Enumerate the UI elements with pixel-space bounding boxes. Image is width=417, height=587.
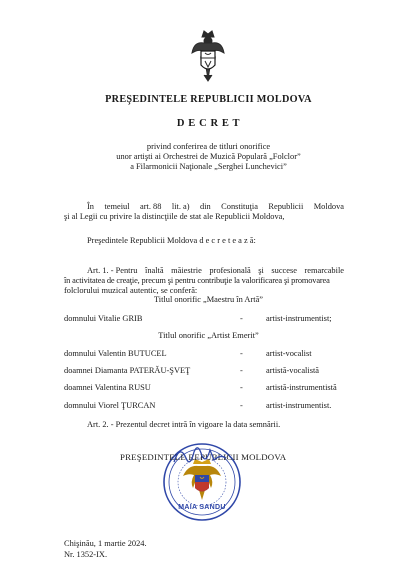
preamble-word: din xyxy=(200,202,211,211)
preamble-word: temeiul xyxy=(104,202,130,211)
preamble-word: art. 88 xyxy=(140,202,162,211)
article-1-word: şi xyxy=(258,266,264,275)
recipient-dash: - xyxy=(240,383,243,392)
article-1-word: înaltă xyxy=(145,266,164,275)
article-1-word: succese xyxy=(271,266,297,275)
recipient-role: artist-instrumentist. xyxy=(266,401,332,410)
article-1-line-2: în activitatea de creaţie, precum şi pentru contribuţie la valorificarea şi promovarea xyxy=(64,276,330,285)
recipient-name: domnului Valentin BUTUCEL xyxy=(64,349,167,358)
preamble-word: Republicii xyxy=(268,202,304,211)
preamble-line-2: şi al Legii cu privire la distincţiile de stat ale Republicii Moldova, xyxy=(64,212,285,221)
document-type-heading: D E C R E T xyxy=(176,118,241,129)
preamble-word: Constituţia xyxy=(221,202,258,211)
handwritten-signature xyxy=(170,440,230,470)
article-1-word: profesională xyxy=(209,266,251,275)
honorary-title-artist-emerit: Titlul onorific „Artist Emerit” xyxy=(158,331,259,340)
recipient-name: doamnei Valentina RUSU xyxy=(64,383,151,392)
honorary-title-maestru: Titlul onorific „Maestru în Artă” xyxy=(153,295,263,304)
article-1-word: măiestrie xyxy=(171,266,202,275)
recipient-dash: - xyxy=(240,314,243,323)
preamble-line-1 xyxy=(87,202,344,212)
recipient-role: artist-vocalist xyxy=(266,349,312,358)
signature-title: PREŞEDINTELE REPUBLICII MOLDOVA xyxy=(120,452,287,462)
subject-line-1: privind conferirea de titluri onorifice xyxy=(146,142,271,151)
preamble-word: lit. a) xyxy=(171,202,190,211)
article-1-line-3: folclorului muzical autentic, se conferă: xyxy=(64,286,198,295)
decrees-line: Preşedintele Republicii Moldova d e c r e t e a z ă: xyxy=(87,236,256,245)
recipient-role: artistă-instrumentistă xyxy=(266,383,337,392)
preamble-word: În xyxy=(87,202,94,211)
subject-line-3: a Filarmonicii Naţionale „Serghei Lunchevici” xyxy=(130,162,287,171)
coat-of-arms-emblem xyxy=(190,27,226,85)
issuer-title: PREŞEDINTELE REPUBLICII MOLDOVA xyxy=(105,94,312,105)
seal-name-text: MAIA SANDU xyxy=(178,504,226,511)
recipient-role: artistă-vocalistă xyxy=(266,366,320,375)
recipient-dash: - xyxy=(240,401,243,410)
recipient-dash: - xyxy=(240,349,243,358)
article-1-word: Art. 1. - Pentru xyxy=(87,266,138,275)
recipient-dash: - xyxy=(240,366,243,375)
place-date: Chişinău, 1 martie 2024. xyxy=(64,539,147,548)
recipient-name: domnului Vitalie GRIB xyxy=(64,314,143,323)
article-2: Art. 2. - Prezentul decret intră în vigoare la data semnării. xyxy=(87,420,281,429)
article-1-line-1 xyxy=(87,266,344,276)
subject-line-2: unor artişti ai Orchestrei de Muzică Populară „Folclor” xyxy=(116,152,301,161)
decree-number: Nr. 1352-IX. xyxy=(64,550,108,559)
preamble-word: Moldova xyxy=(313,202,344,211)
recipient-role: artist-instrumentist; xyxy=(266,314,332,323)
article-1-word: remarcabile xyxy=(304,266,344,275)
recipient-name: doamnei Diamanta PATERĂU-ŞVEŢ xyxy=(64,366,191,375)
recipient-name: domnului Viorel ŢURCAN xyxy=(64,401,156,410)
